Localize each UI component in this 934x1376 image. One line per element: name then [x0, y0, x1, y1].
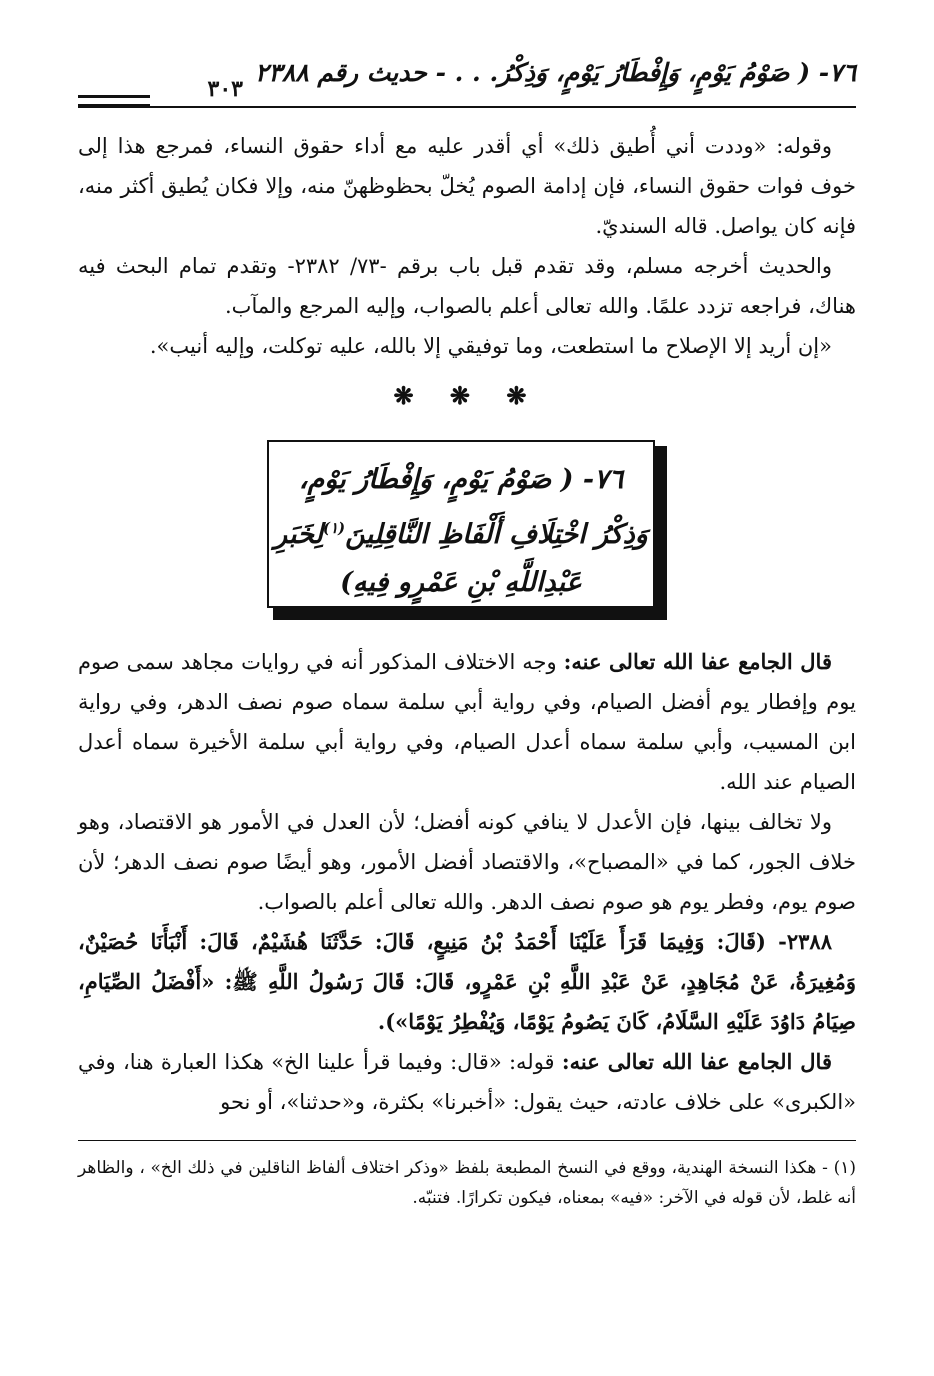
section2-text-1: وجه الاختلاف المذكور أنه في روايات مجاهد سمى صوم يوم وإفطار يوم أفضل الصيام، وفي رواية أبي سلمة سماه صوم نصف الدهر، وفي رواية ابن المسيب، وأبي سلمة سماه أعدل الصيام، وفي رواية أبي سلمة الأخيرة سماه أعدل الصيام عند الله.	[78, 650, 856, 794]
section3-paragraph	[78, 1042, 856, 1122]
header-double-rule	[78, 95, 150, 107]
chapter-heading-box	[267, 440, 667, 620]
header-title: ٧٦- ( صَوْمُ يَوْمٍ، وَإِفْطَارُ يَوْمٍ، وَذِكْرُ. . . - حديث رقم ٢٣٨٨	[255, 58, 856, 87]
chapter-title-line-2	[269, 504, 653, 559]
footnote-separator	[78, 1140, 856, 1141]
section3-text: قوله: «قال: وفيما قرأ علينا الخ» هكذا العبارة هنا، وفي «الكبرى» على خلاف عادته، حيث يقول: «أخبرنا» بكثرة، و«حدثنا»، أو نحو	[78, 1050, 856, 1114]
compiler-lead-2: قال الجامع عفا الله تعالى عنه:	[561, 1049, 832, 1074]
chapter-title-line-2a: وَذِكْرُ اخْتِلَافِ أَلْفَاظِ النَّاقِلِينَ	[345, 519, 648, 550]
chapter-title-line-2b: لِخَبَرِ	[274, 519, 323, 550]
section2-paragraph-2: ولا تخالف بينها، فإن الأعدل لا ينافي كونه أفضل؛ لأن العدل في الأمور هو الاقتصاد، وهو خلاف الجور، كما في «المصباح»، والاقتصاد أفضل الأمور، وهو أيضًا صوم نصف الدهر؛ لأن صوم يوم، وفطر يوم هو صوم نصف الدهر. والله تعالى أعلم بالصواب.	[78, 810, 856, 914]
running-header	[78, 50, 856, 108]
book-page	[78, 50, 856, 1213]
chapter-title-line-1: ٧٦- ( صَوْمُ يَوْمٍ، وَإِفْطَارُ يَوْمٍ،	[298, 464, 624, 495]
chapter-title-line-3: عَبْدِاللَّهِ بْنِ عَمْرٍو فِيهِ)	[340, 567, 582, 598]
footnote-reference[interactable]: (١)	[322, 519, 346, 537]
footnote-1: (١) - هكذا النسخة الهندية، ووقع في النسخ المطبعة بلفظ «وذكر اختلاف ألفاظ الناقلين في ذلك الخ» ، والظاهر أنه غلط، لأن قوله في الآخر: «فيه» بمعناه، فيكون تكرارًا. فتنبّه.	[78, 1158, 856, 1208]
section2-paragraph-1	[78, 642, 856, 802]
paragraph-1: وقوله: «وددت أني أُطيق ذلك» أي أقدر عليه مع أداء حقوق النساء، فمرجع هذا إلى خوف فوات حقوق النساء، فإن إدامة الصوم يُخلّ بحظوظهنّ منه، وإلا فكان يُطيق أكثر منه، فإنه كان يواصل. قاله السنديّ.	[78, 134, 856, 238]
chapter-box	[267, 440, 655, 608]
section-separator: ❋ ❋ ❋	[393, 381, 541, 410]
compiler-lead: قال الجامع عفا الله تعالى عنه:	[563, 649, 832, 674]
paragraph-2: والحديث أخرجه مسلم، وقد تقدم قبل باب برقم -٧٣/ ٢٣٨٢- وتقدم تمام البحث فيه هناك، فراجعه تزدد علمًا. والله تعالى أعلم بالصواب، وإليه المرجع والمآب.	[78, 254, 856, 318]
hadith-2388: ٢٣٨٨- (قَالَ: وَفِيمَا قَرَأَ عَلَيْنَا أَحْمَدُ بْنُ مَنِيعٍ، قَالَ: حَدَّثَنَا هُشَيْمٌ، قَالَ: أَنْبَأَنَا حُصَيْنٌ، وَمُغِيرَةُ، عَنْ مُجَاهِدٍ، عَنْ عَبْدِ اللَّهِ بْنِ عَمْرٍو، قَالَ: قَالَ رَسُولُ اللَّهِ ﷺ: «أَفْضَلُ الصِّيَامِ، صِيَامُ دَاوُدَ عَلَيْهِ السَّلَامُ، كَانَ يَصُومُ يَوْمًا، وَيُفْطِرُ يَوْمًا»).	[78, 929, 856, 1034]
page-number-text: ٣٠٣	[207, 76, 243, 102]
paragraph-3: «إن أريد إلا الإصلاح ما استطعت، وما توفيقي إلا بالله، عليه توكلت، وإليه أنيب».	[149, 334, 832, 358]
